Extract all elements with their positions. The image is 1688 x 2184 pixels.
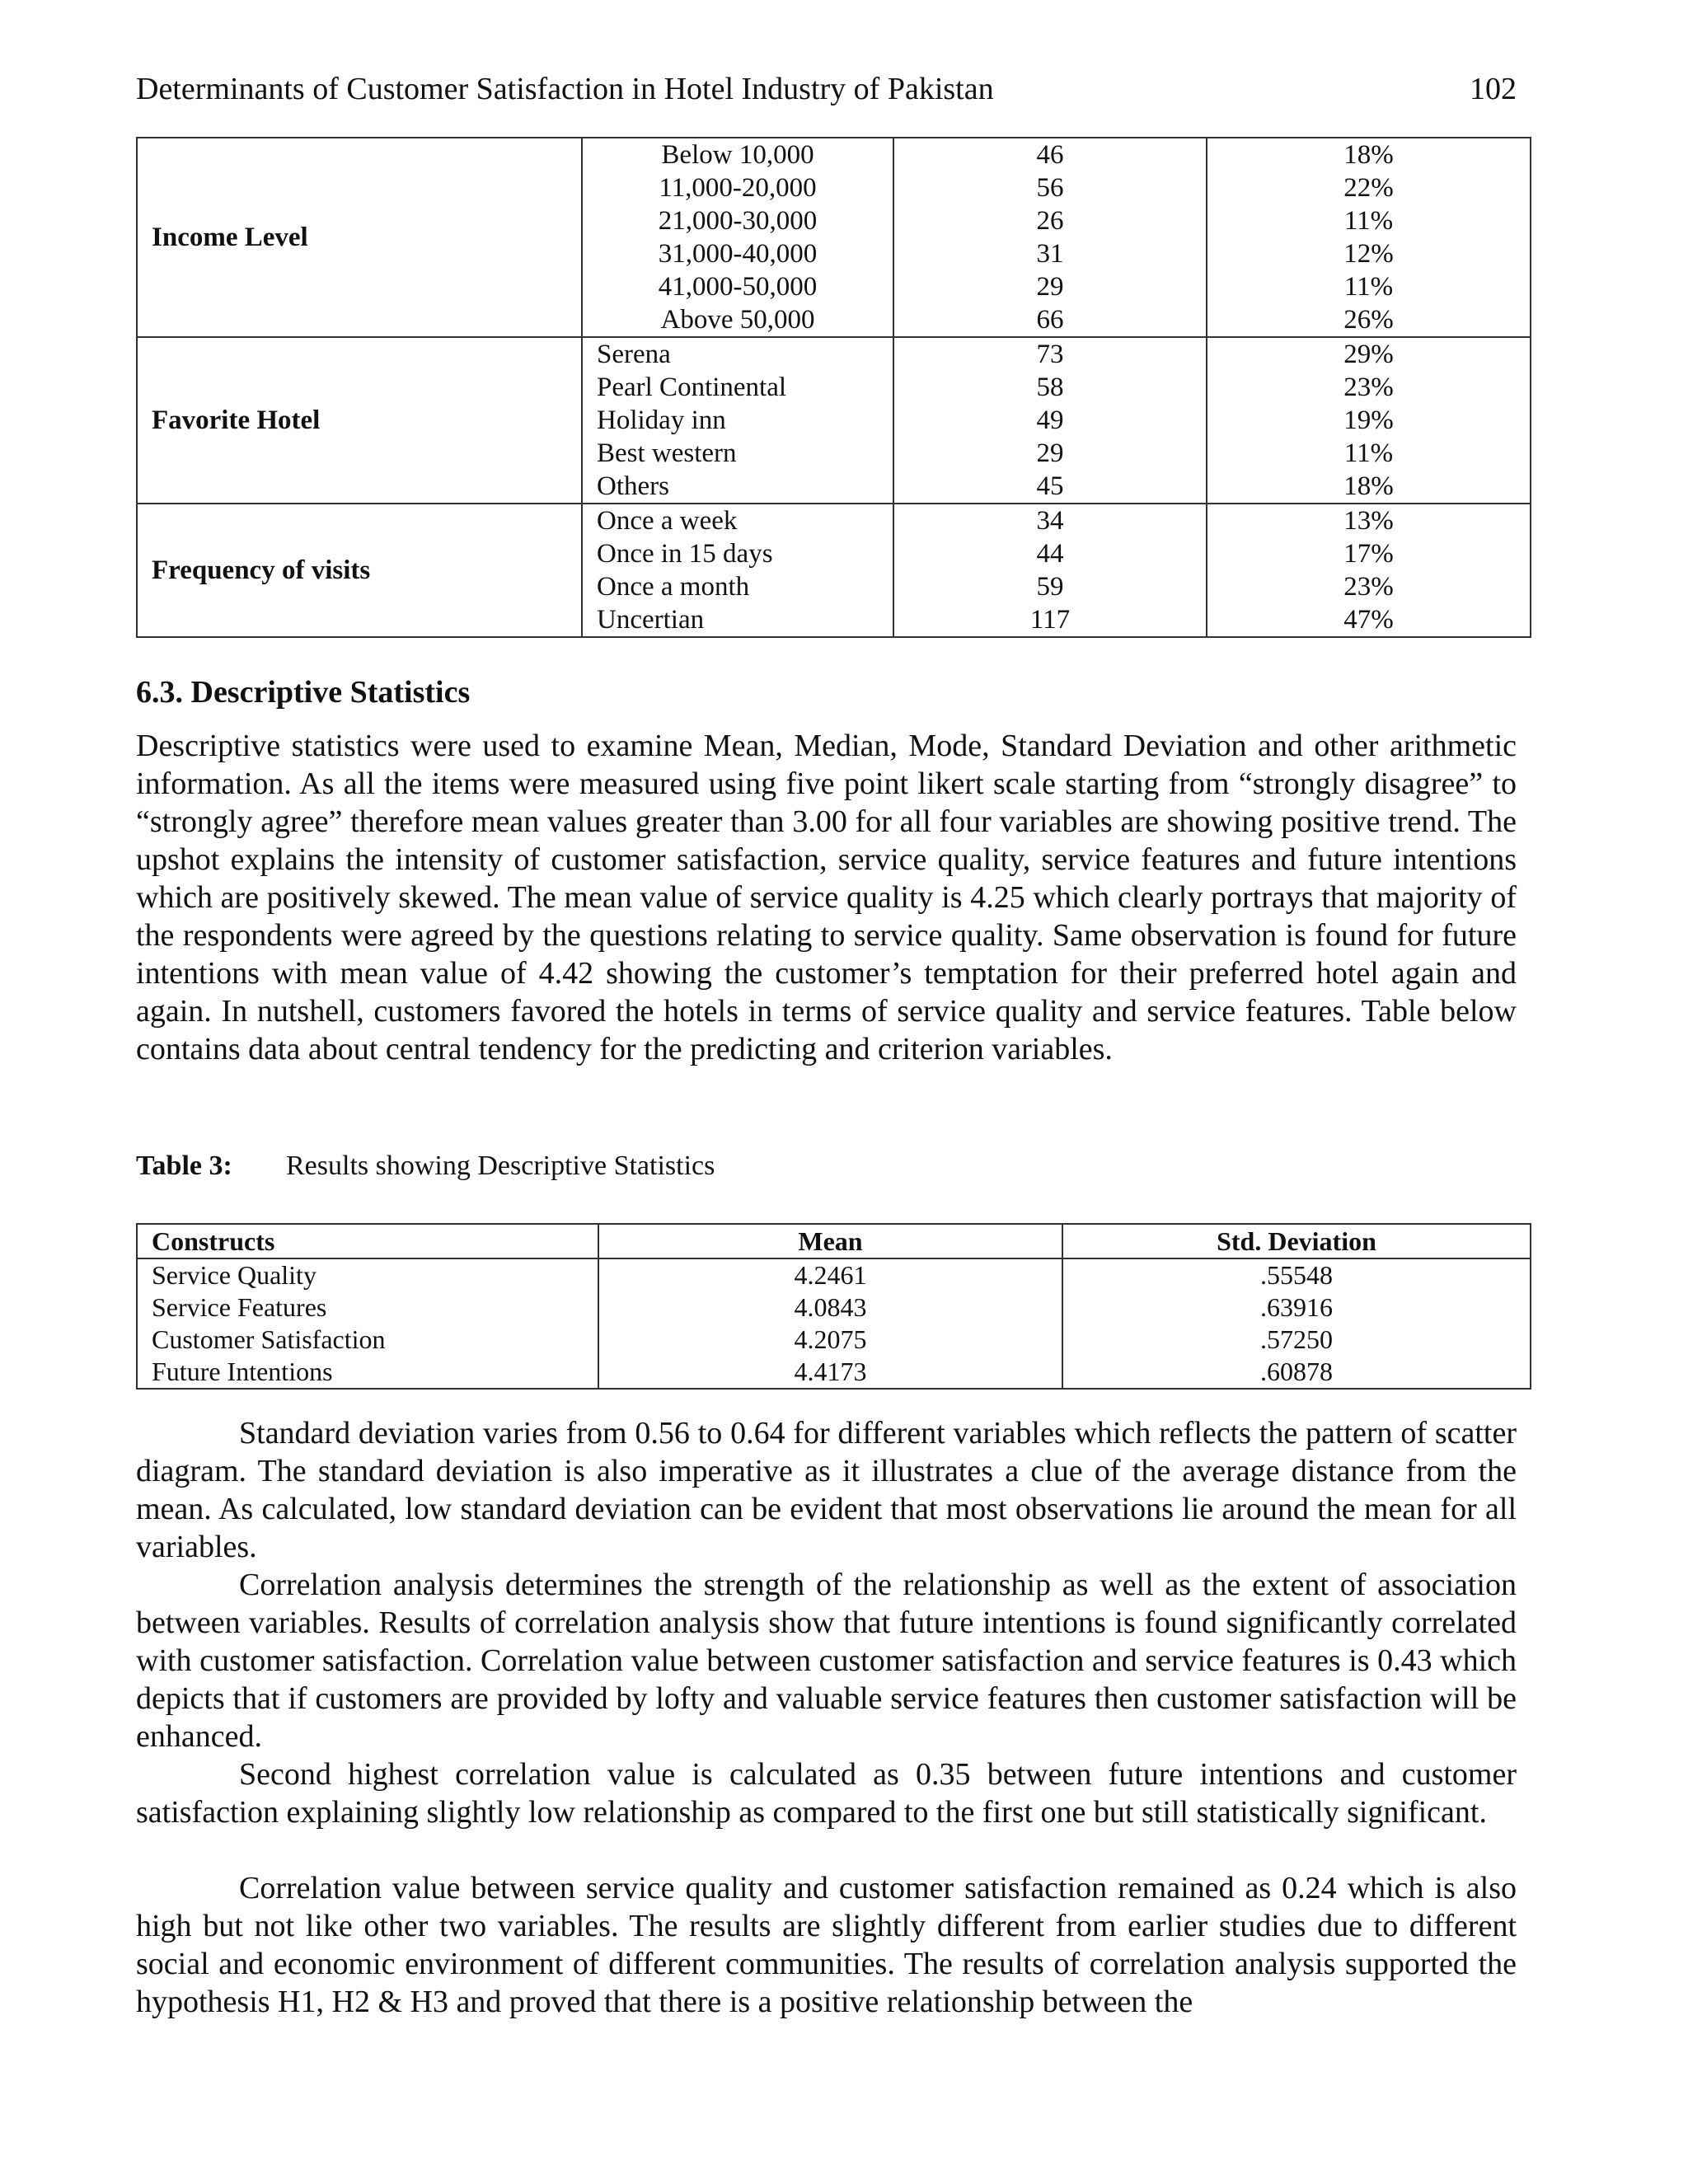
std-dev-cell: .60878 xyxy=(1062,1356,1531,1389)
descriptive-statistics-table xyxy=(136,1223,1531,1390)
table-row xyxy=(137,1356,1531,1389)
count-value: 31 xyxy=(1036,239,1064,269)
percent-value: 11% xyxy=(1343,206,1394,236)
mean-cell: 4.2461 xyxy=(598,1258,1062,1291)
category-value: Above 50,000 xyxy=(660,305,815,335)
category-value: Below 10,000 xyxy=(661,140,814,170)
count-value: 58 xyxy=(1036,373,1064,402)
count-value: 29 xyxy=(1036,272,1064,302)
category-value: Uncertian xyxy=(597,605,705,635)
percent-value: 29% xyxy=(1343,340,1394,369)
category-value: 31,000-40,000 xyxy=(658,239,818,269)
construct-cell: Customer Satisfaction xyxy=(137,1324,598,1356)
section-label: Favorite Hotel xyxy=(137,337,582,504)
std-dev-cell: .57250 xyxy=(1062,1324,1531,1356)
count-value: 56 xyxy=(1036,173,1064,203)
construct-cell: Service Quality xyxy=(137,1258,598,1291)
construct-cell: Service Features xyxy=(137,1291,598,1324)
category-value: Once a month xyxy=(597,572,750,602)
percent-value: 11% xyxy=(1343,438,1394,468)
percent-value: 17% xyxy=(1343,539,1394,569)
count-value: 59 xyxy=(1036,572,1064,602)
percent-value: 22% xyxy=(1343,173,1394,203)
count-value: 49 xyxy=(1036,405,1064,435)
table-section-favorite-hotel xyxy=(137,337,1531,504)
category-value: Best western xyxy=(597,438,737,468)
table-caption-text: Results showing Descriptive Statistics xyxy=(286,1151,715,1181)
category-value: Holiday inn xyxy=(597,405,726,435)
count-value: 66 xyxy=(1036,305,1064,335)
body-paragraph: Correlation analysis determines the strength of the relationship as well as the extent of association between variables. Results of correlation analysis show that future intentions is found significantly correlated with customer satisfaction. Correlation value between customer satisfaction and service features is 0.43 which depicts that if customers are provided by lofty and valuable service features then customer satisfaction will be enhanced. xyxy=(136,1568,1517,1754)
percent-value: 47% xyxy=(1343,605,1394,635)
count-value: 26 xyxy=(1036,206,1064,236)
category-value: 21,000-30,000 xyxy=(658,206,818,236)
count-value: 73 xyxy=(1036,340,1064,369)
percent-value: 12% xyxy=(1343,239,1394,269)
mean-cell: 4.0843 xyxy=(598,1291,1062,1324)
category-value: Serena xyxy=(597,340,671,369)
percent-value: 11% xyxy=(1343,272,1394,302)
mean-cell: 4.4173 xyxy=(598,1356,1062,1389)
percent-value: 23% xyxy=(1343,373,1394,402)
page-number: 102 xyxy=(1470,72,1517,106)
percent-value: 19% xyxy=(1343,405,1394,435)
table-label: Table 3: xyxy=(136,1151,232,1181)
section-heading: 6.3. Descriptive Statistics xyxy=(136,675,471,710)
section-label: Frequency of visits xyxy=(137,504,582,637)
section-label: Income Level xyxy=(137,138,582,337)
percent-cell xyxy=(1207,138,1531,337)
count-value: 117 xyxy=(1029,605,1071,635)
running-header xyxy=(136,68,1517,110)
count-value: 46 xyxy=(1036,140,1064,170)
percent-cell xyxy=(1207,337,1531,504)
table-section-frequency xyxy=(137,504,1531,637)
category-value: Once in 15 days xyxy=(597,539,773,569)
count-value: 44 xyxy=(1036,539,1064,569)
percent-value: 18% xyxy=(1343,140,1394,170)
count-cell xyxy=(893,504,1207,637)
count-cell xyxy=(893,337,1207,504)
intro-paragraph: Descriptive statistics were used to examine Mean, Median, Mode, Standard Deviation and other arithmetic information. As all the items were measured using five point likert scale starting from “strongly disagree” to “strongly agree” therefore mean values greater than 3.00 for all four variables are showing positive trend. The upshot explains the intensity of customer satisfaction, service quality, service features and future intentions which are positively skewed. The mean value of service quality is 4.25 which clearly portrays that majority of the respondents were agreed by the questions relating to service quality. Same observation is found for future intentions with mean value of 4.42 showing the customer’s temptation for their preferred hotel again and again. In nutshell, customers favored the hotels in terms of service quality and service features. Table below contains data about central tendency for the predicting and criterion variables. xyxy=(136,729,1517,1066)
body-paragraph: Second highest correlation value is calculated as 0.35 between future intentions and customer satisfaction explaining slightly low relationship as compared to the first one but still statistically significant. xyxy=(136,1757,1517,1830)
std-dev-cell: .63916 xyxy=(1062,1291,1531,1324)
column-header: Constructs xyxy=(137,1224,598,1258)
table-header-row xyxy=(137,1224,1531,1258)
category-value: 11,000-20,000 xyxy=(659,173,817,203)
body-paragraph: Correlation value between service quality and customer satisfaction remained as 0.24 which is also high but not like other two variables. The results are slightly different from earlier studies due to different social and economic environment of different communities. The results of correlation analysis supported the hypothesis H1, H2 & H3 and proved that there is a positive relationship between the xyxy=(136,1871,1517,2019)
body-paragraph: Standard deviation varies from 0.56 to 0.64 for different variables which reflects the pattern of scatter diagram. The standard deviation is also imperative as it illustrates a clue of the average distance from the mean. As calculated, low standard deviation can be evident that most observations lie around the mean for all variables. xyxy=(136,1416,1517,1564)
category-value: Others xyxy=(597,471,669,501)
count-value: 45 xyxy=(1036,471,1064,501)
column-header: Mean xyxy=(598,1224,1062,1258)
percent-value: 18% xyxy=(1343,471,1394,501)
category-value: Pearl Continental xyxy=(597,373,787,402)
table-caption xyxy=(136,1147,715,1185)
mean-cell: 4.2075 xyxy=(598,1324,1062,1356)
column-header: Std. Deviation xyxy=(1062,1224,1531,1258)
category-value: Once a week xyxy=(597,506,738,536)
category-cell xyxy=(582,504,893,637)
table-row xyxy=(137,1258,1531,1291)
demographics-table xyxy=(136,137,1531,638)
table-row xyxy=(137,1291,1531,1324)
percent-value: 13% xyxy=(1343,506,1394,536)
category-cell xyxy=(582,337,893,504)
running-title: Determinants of Customer Satisfaction in Hotel Industry of Pakistan xyxy=(136,72,994,106)
count-cell xyxy=(893,138,1207,337)
table-row xyxy=(137,1324,1531,1356)
percent-cell xyxy=(1207,504,1531,637)
percent-value: 26% xyxy=(1343,305,1394,335)
percent-value: 23% xyxy=(1343,572,1394,602)
construct-cell: Future Intentions xyxy=(137,1356,598,1389)
category-cell xyxy=(582,138,893,337)
category-value: 41,000-50,000 xyxy=(658,272,818,302)
count-value: 29 xyxy=(1036,438,1064,468)
std-dev-cell: .55548 xyxy=(1062,1258,1531,1291)
table-section-income xyxy=(137,138,1531,337)
count-value: 34 xyxy=(1036,506,1064,536)
